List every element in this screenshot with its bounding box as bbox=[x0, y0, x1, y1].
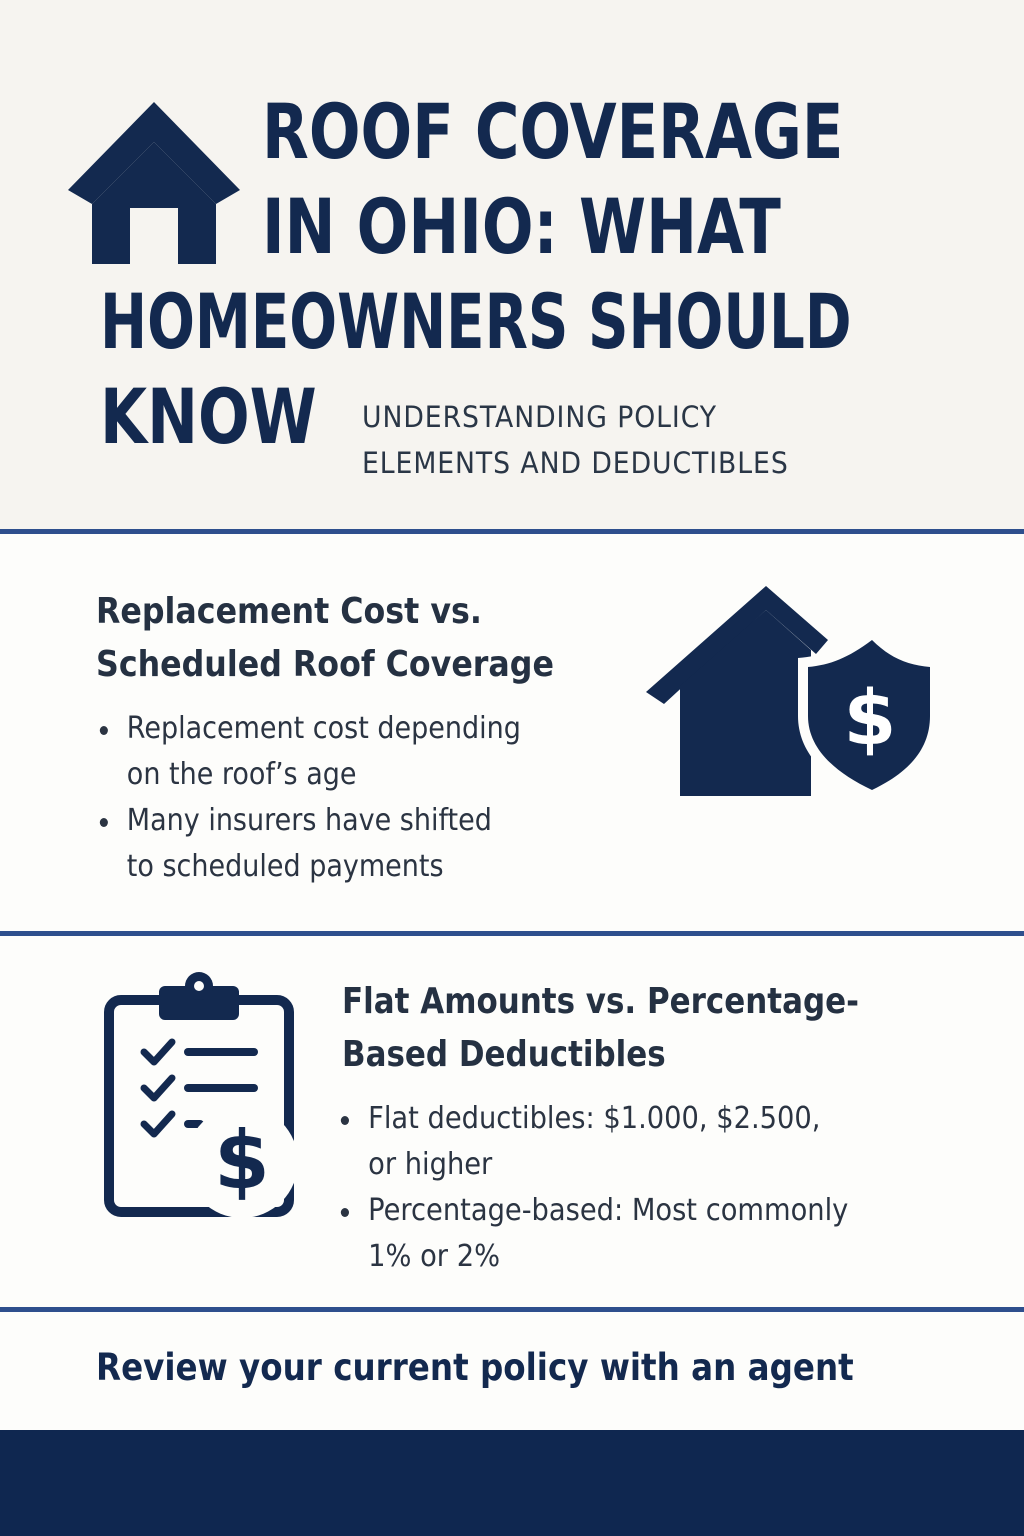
list-item-line: on the roof’s age bbox=[126, 757, 357, 792]
list-item-line: Many insurers have shifted bbox=[126, 803, 492, 838]
heading-line-2: Scheduled Roof Coverage bbox=[96, 644, 554, 685]
house-icon bbox=[66, 100, 242, 264]
list-item bbox=[98, 798, 521, 890]
list-item-line: Flat deductibles: $1.000, $2.500, bbox=[368, 1101, 821, 1136]
section-divider bbox=[0, 529, 1024, 534]
svg-text:$: $ bbox=[843, 673, 897, 762]
page-title-line-4: KNOW bbox=[100, 372, 317, 461]
heading-line-2: Based Deductibles bbox=[342, 1034, 666, 1075]
list-item-line: to scheduled payments bbox=[126, 849, 444, 884]
page-title-line-1: ROOF COVERAGE bbox=[262, 87, 844, 176]
svg-text:$: $ bbox=[214, 1114, 270, 1207]
subtitle-line-1: UNDERSTANDING POLICY bbox=[362, 400, 718, 434]
heading-line-1: Flat Amounts vs. Percentage- bbox=[342, 981, 860, 1022]
page-title-line-3: HOMEOWNERS SHOULD bbox=[100, 277, 852, 366]
call-to-action: Review your current policy with an agent bbox=[96, 1346, 854, 1389]
page-title-line-2: IN OHIO: WHAT bbox=[262, 182, 781, 271]
section-divider bbox=[0, 1307, 1024, 1312]
deductibles-heading bbox=[342, 975, 859, 1081]
header bbox=[0, 0, 1024, 530]
subtitle-line-2: ELEMENTS AND DEDUCTIBLES bbox=[362, 446, 789, 480]
section-divider bbox=[0, 931, 1024, 936]
heading-line-1: Replacement Cost vs. bbox=[96, 591, 482, 632]
list-item-line: 1% or 2% bbox=[368, 1239, 501, 1274]
replacement-cost-heading bbox=[96, 585, 554, 691]
list-item bbox=[339, 1096, 848, 1188]
footer-band bbox=[0, 1430, 1024, 1536]
list-item bbox=[339, 1188, 848, 1280]
deductibles-list bbox=[339, 1096, 899, 1280]
list-item-line: Percentage-based: Most commonly bbox=[368, 1193, 849, 1228]
list-item bbox=[98, 706, 521, 798]
list-item-line: or higher bbox=[368, 1147, 493, 1182]
page-subtitle bbox=[362, 394, 789, 486]
replacement-cost-list bbox=[98, 706, 568, 890]
list-item-line: Replacement cost depending bbox=[126, 711, 521, 746]
house-shield-dollar-icon bbox=[646, 582, 938, 804]
clipboard-checklist-dollar-icon bbox=[104, 970, 300, 1220]
